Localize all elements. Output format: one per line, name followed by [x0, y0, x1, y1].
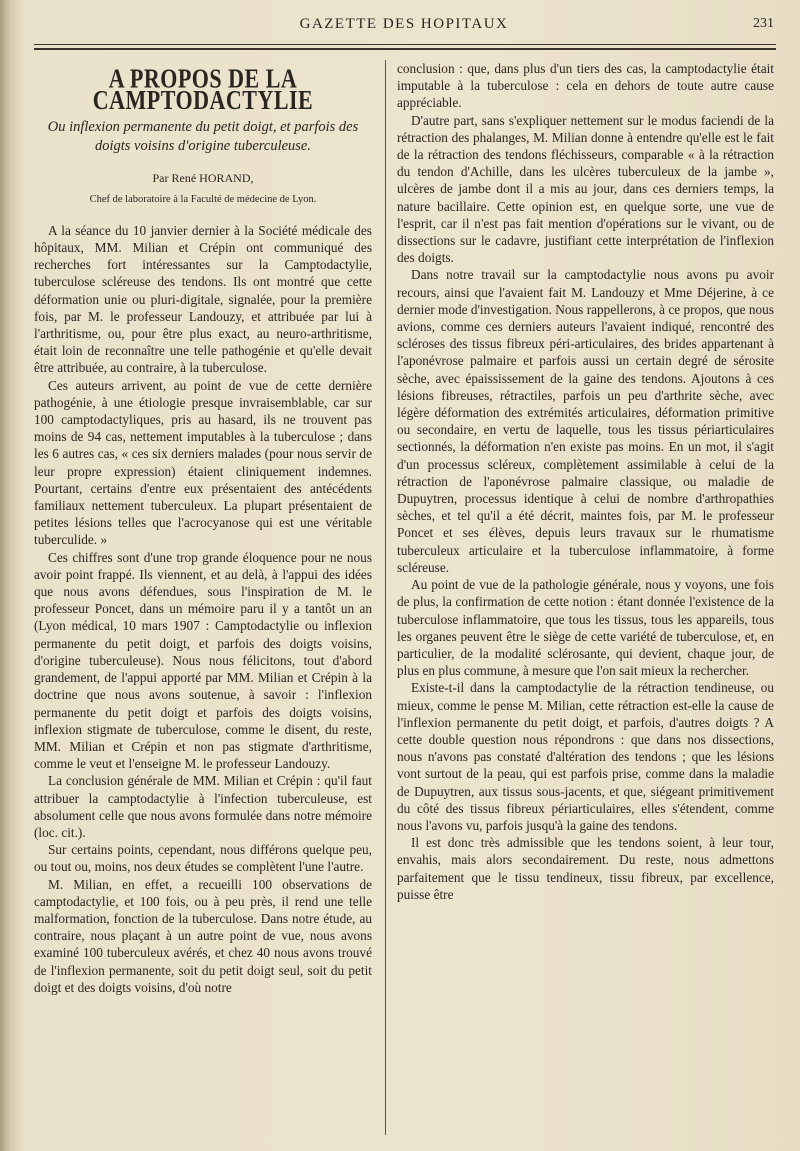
page-header [30, 16, 778, 40]
paragraph: conclusion : que, dans plus d'un tiers des cas, la camptodactylie était imputable à la tuberculose : cela en dehors de toute autre cause appréciable. [397, 61, 774, 111]
right-column [397, 60, 774, 903]
paragraph: Au point de vue de la pathologie générale, nous y voyons, une fois de plus, la confirmation de cette notion : étant donnée l'existence de la tuberculose inflammatoire, que tous les tissus, tous les appareils, tous les organes peuvent être le siège de cette variété de tuberculose, et, en particulier, de la modalité sclérosante, qui devient, chaque jour, de plus en plus commune, à mesure que l'on sait mieux la rechercher. [397, 577, 774, 679]
column-divider [385, 60, 386, 1135]
paragraph: D'autre part, sans s'expliquer nettement sur le modus faciendi de la rétraction des phalanges, M. Milian donne à entendre qu'elle est le fait de la rétraction des tendons fléchisseurs, comparable « à la rétraction du tendon d'Achille, dans les ulcères tuberculeux de la jambe », ulcères de jambe dont il a mis au jour, dans ces derniers temps, la nature bacillaire. Cette opinion est, en quelque sorte, une vue de l'esprit, car il n'est pas fait mention d'opérations sur le vivant, ou de dissections sur le cadavre, justifiant cette interprétation de l'inflexion des doigts. [397, 112, 774, 266]
article-title: A PROPOS DE LA CAMPTODACTYLIE [92, 62, 314, 116]
author-affiliation: Chef de laboratoire à la Faculté de médecine de Lyon. [89, 193, 317, 205]
paragraph: La conclusion générale de MM. Milian et Crépin : qu'il faut attribuer la camptodactylie à l'infection tuberculeuse, est absolument celle que nous avons formulée dans notre mémoire (loc. cit.). [34, 773, 372, 840]
paragraph: Ces chiffres sont d'une trop grande éloquence pour ne nous avoir point frappé. Ils viennent, et au delà, à l'appui des idées que nous avons défendues, sous l'inspiration de M. le professeur Poncet, dans un mémoire paru il y a tantôt un an (Lyon médical, 10 mars 1907 : Camptodactylie ou inflexion permanente du petit doigt, et parfois des doigts voisins, d'origine tuberculeuse). Nous nous félicitons, tout d'abord grandement, de l'appui apporté par MM. Milian et Crépin à la doctrine que nous avons soutenue, à savoir : l'inflexion permanente du petit doigt et parfois des doigts voisins, inflexion stigmate de tuberculose, comme le disent, du reste, MM. Milian et Crépin et non pas stigmate d'arthritisme, comme le veut et l'enseigne M. le professeur Landouzy. [34, 549, 372, 772]
author-byline: Par René HORAND, [152, 171, 254, 186]
journal-title: GAZETTE DES HOPITAUX [299, 16, 509, 32]
article-subtitle: Ou inflexion permanente du petit doigt, et parfois des doigts voisins d'origine tuberculeuse. [47, 119, 359, 155]
left-column [34, 60, 372, 996]
paragraph: Ces auteurs arrivent, au point de vue de cette dernière pathogénie, à une étiologie presque invraisemblable, car sur 100 camptodactyliques, pris au hasard, ils ne trouvent pas moins de 94 cas, nettement imputables à la tuberculose ; dans les 6 autres cas, « ces six derniers malades (pour nous servir de leur propre expression) étaient cliniquement indemnes. Pourtant, certains d'entre eux présentaient des antécédents familiaux nettement tuberculeux. La plupart présentaient de petites lésions telles que l'acrocyanose qui est une véritable tuberculide. » [34, 377, 372, 548]
paragraph: Existe-t-il dans la camptodactylie de la rétraction tendineuse, ou mieux, comme le pense M. Milian, cette rétraction est-elle la cause de l'inflexion permanente du petit doigt, et parfois, d'autres doigts ? A cette double question nous répondrons : que dans nos dissections, nous n'avons pas constaté d'altération des tendons ; que les lésions vont surtout de la peau, qui est parfois prise, comme dans la maladie de Dupuytren, aux tissus sous-jacents, et que, siégeant primitivement du côté des tissus fibreux périarticulaires, elles s'étendent, comme nous l'avons vu, parfois jusqu'à la gaine des tendons. [397, 680, 774, 833]
paragraph: M. Milian, en effet, a recueilli 100 observations de camptodactylie, et 100 fois, ou à peu près, il rend une telle malformation, fonction de la tuberculose. Dans notre étude, au contraire, nous plaçant à un autre point de vue, nous avons examiné 100 tuberculeux avérés, et chez 40 nous avons trouvé de l'inflexion permanente, soit du petit doigt seul, soit du petit doigt et des doigts voisins, d'où notre [34, 876, 372, 995]
paragraph: A la séance du 10 janvier dernier à la Société médicale des hôpitaux, MM. Milian et Crépin ont communiqué des recherches fort intéressantes sur la Camptodactylie, tuberculose scléreuse des tendons. Ils ont montré que cette déformation unie ou pluri-digitale, signalée, pour la première fois, par M. le professeur Landouzy, et attribuée par lui à l'arthritisme, ou, pour être plus exact, au neuro-arthritisme, était loin de reconnaître une telle pathogénie et qu'elle devait être attribuée, au contraire, à la tuberculose. [34, 222, 372, 376]
paragraph: Il est donc très admissible que les tendons soient, à leur tour, envahis, mais alors secondairement. Du reste, nous admettons parfaitement que le tissu tendineux, tissu fibreux, par excellence, puisse être [397, 835, 774, 902]
header-rule-thick [34, 48, 776, 50]
paragraph: Dans notre travail sur la camptodactylie nous avons pu avoir recours, ainsi que l'avaient fait M. Landouzy et Mme Déjerine, à ce dernier mode d'investigation. Nous rappellerons, à ce propos, que nous avions, comme ces derniers auteurs l'avaient indiqué, rencontré des scléroses des tissus fibreux péri-articulaires, des brides appartenant à l'aponévrose palmaire et parfois aussi un certain degré de sérosite sèche, avec épaississement de la gaine des tendons. Ajoutons à ces lésions fibreuses, rétractiles, parfois un peu d'arthrite sèche, avec légère déformation des extrémités articulaires, déformation primitive ou secondaire, en vertu de laquelle, tous les tissus périarticulaires sectionnés, la déformation n'en existe pas moins. En un mot, il s'agit d'un processus scléreux, complètement assimilable à celui de la rétraction de l'aponévrose palmaire classique, ou maladie de Dupuytren, processus identique à celui de nombre d'arthropathies sèches, et tel qu'il a été décrit, maintes fois, par M. le professeur Poncet et ses élèves, depuis leurs travaux sur le rhumatisme tuberculeux articulaire et la tuberculose inflammatoire, à forme scléreuse. [397, 267, 774, 575]
header-rule [34, 44, 776, 45]
page-number: 231 [753, 16, 774, 31]
paragraph: Sur certains points, cependant, nous différons quelque peu, ou tout ou, moins, nos deux études se complètent l'une l'autre. [34, 842, 372, 875]
